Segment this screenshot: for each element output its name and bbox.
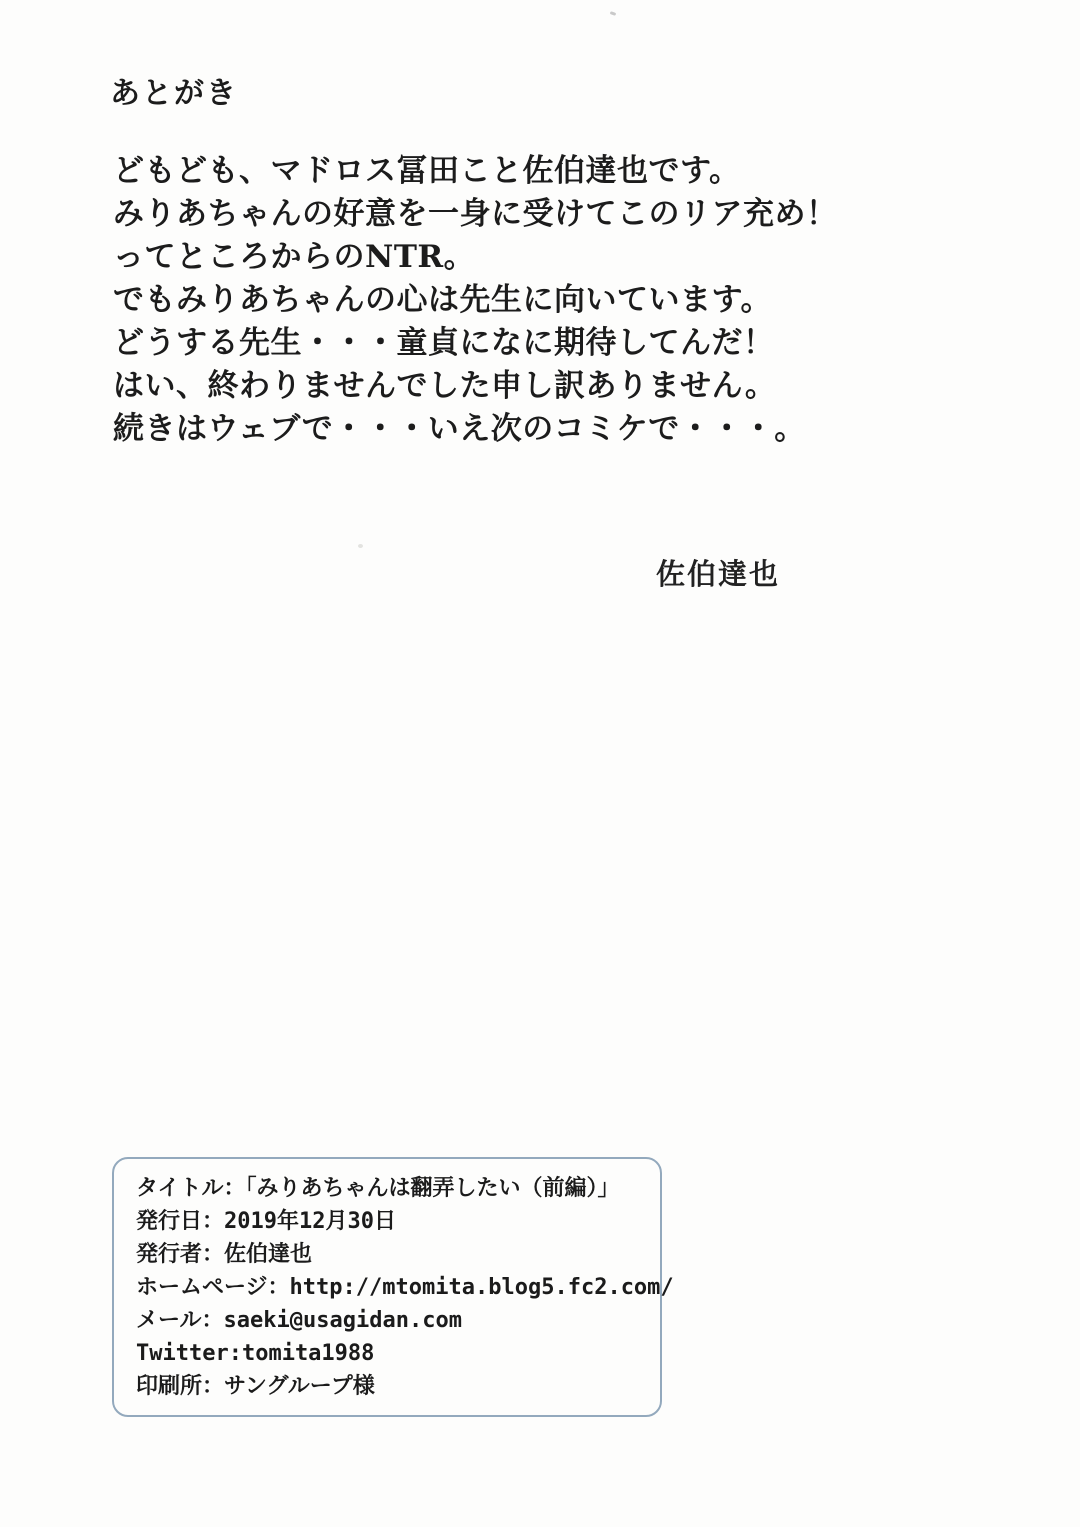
- afterword-paragraph: [113, 150, 973, 451]
- colophon-box: [112, 1157, 674, 1417]
- colophon-line-homepage: ホームページ：http://mtomita.blog5.fc2.com/: [136, 1275, 674, 1300]
- scan-artifact-speck-mid: [358, 544, 363, 548]
- body-line-6: はい、終わりませんでした申し訳ありません。: [113, 368, 777, 404]
- body-line-2: みりあちゃんの好意を一身に受けてこのリア充め！: [113, 196, 838, 232]
- colophon-line-printer: 印刷所：サングループ様: [136, 1374, 375, 1399]
- colophon-line-publisher: 発行者：佐伯達也: [136, 1242, 313, 1267]
- colophon-line-email: メール：saeki@usagidan.com: [136, 1308, 462, 1333]
- colophon-line-twitter: Twitter:tomita1988: [136, 1341, 375, 1366]
- body-line-7: 続きはウェブで・・・いえ次のコミケで・・・。: [113, 411, 806, 447]
- body-line-1: どもども、マドロス冨田こと佐伯達也です。: [113, 153, 741, 189]
- body-line-4: でもみりあちゃんの心は先生に向いています。: [113, 282, 773, 318]
- colophon-line-publish-date: 発行日：2019年12月30日: [136, 1209, 396, 1234]
- author-signature: 佐伯達也: [656, 557, 781, 591]
- body-line-3: ってところからのNTR。: [113, 239, 476, 275]
- body-line-5: どうする先生・・・童貞になに期待してんだ！: [113, 325, 775, 361]
- colophon-line-title: タイトル：「みりあちゃんは翻弄したい（前編）」: [136, 1176, 620, 1201]
- afterword-heading: あとがき: [110, 76, 238, 111]
- scan-artifact-speck-top: [610, 11, 617, 16]
